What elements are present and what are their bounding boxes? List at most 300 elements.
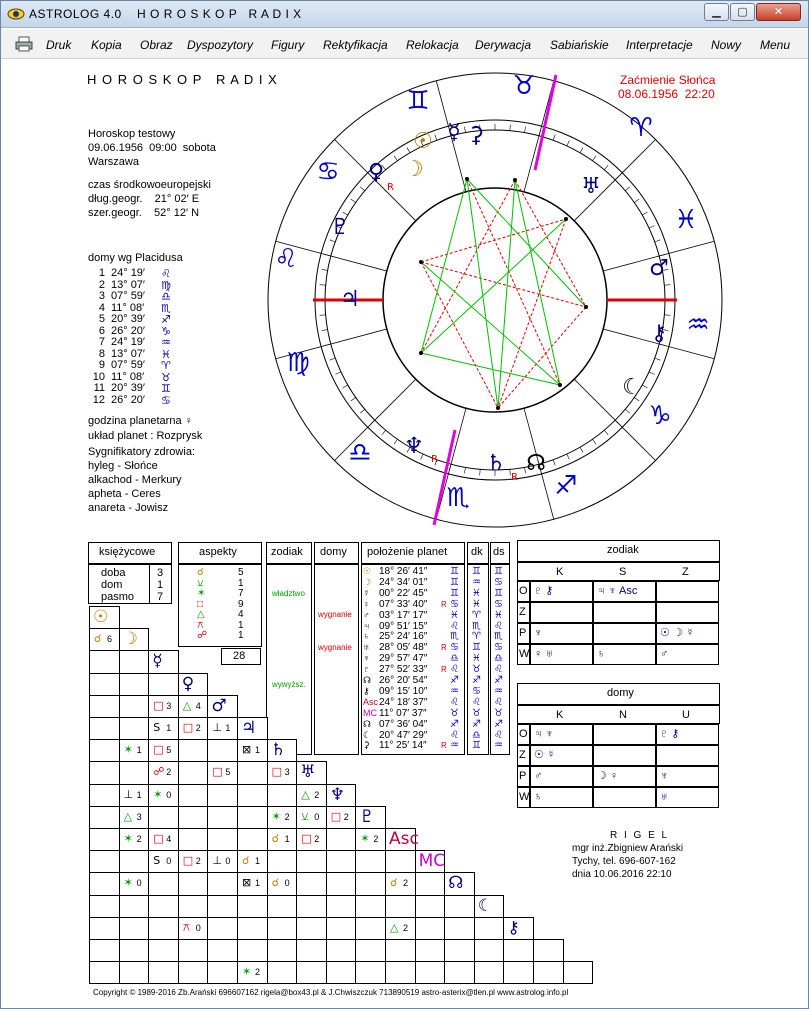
aspect-grid-cell — [296, 872, 327, 895]
aspect-grid-symbol: ☌ — [94, 632, 102, 646]
moon-title: księżycowe — [99, 546, 156, 558]
position-planet: ♅ — [363, 642, 370, 653]
aspect-grid-cell — [207, 961, 238, 984]
position-planet: ☾ — [363, 729, 372, 740]
aspect-grid-cell — [119, 917, 150, 940]
position-dk: ♈ — [472, 631, 481, 643]
aspect-grid-cell — [178, 739, 209, 762]
position-retro: R — [441, 741, 447, 751]
aspect-type-count: 5 — [238, 567, 244, 578]
aspect-grid-planet: MC — [418, 851, 446, 872]
aspect-grid-cell — [267, 939, 298, 962]
house-number: 1 — [98, 267, 105, 279]
planetary-hour: godzina planetarna ♀ — [88, 415, 193, 427]
aspect-grid-cell — [207, 895, 238, 918]
aspect-grid-cell — [355, 850, 386, 873]
house-degree: 13° 07′ — [111, 347, 145, 360]
position-dk: ♊ — [472, 740, 481, 752]
position-ds: ♌ — [494, 729, 503, 741]
aspect-grid-orb: 2 — [314, 789, 320, 800]
aspect-grid-cell — [474, 961, 505, 984]
aspect-grid-symbol: ✶ — [360, 832, 370, 845]
aspect-grid-cell — [89, 695, 120, 718]
menu-dyspozytory[interactable]: Dyspozytory — [187, 38, 254, 52]
aspect-grid-orb: 0 — [166, 789, 172, 800]
aspect-grid-orb: 0 — [136, 878, 142, 889]
aspect-grid-orb: 2 — [195, 856, 201, 867]
house-number: 12 — [92, 393, 105, 406]
aspect-grid-cell — [326, 872, 357, 895]
aspect-grid-orb: 3 — [284, 767, 290, 778]
aspect-grid-symbol: ⊥ — [212, 854, 222, 868]
position-ds: ♎ — [494, 653, 503, 665]
aspect-grid-cell — [355, 895, 386, 918]
houses-elements-cell-value: ♅ — [660, 791, 669, 803]
birth-place: Warszawa — [88, 156, 139, 168]
zodiac-sign-capricorn: ♑ — [648, 401, 672, 431]
position-sign: ♊ — [450, 587, 459, 599]
aspect-grid-orb: 2 — [136, 834, 142, 844]
house-sign: ♓ — [161, 347, 171, 361]
position-ds: ♌ — [494, 664, 503, 676]
houses-elements-col-header: K — [556, 709, 564, 721]
position-ds: ♌ — [494, 696, 503, 708]
aspect-grid-symbol: ☌ — [242, 854, 250, 868]
house-number: 3 — [98, 290, 105, 302]
aspect-grid-symbol: ✶ — [123, 743, 133, 757]
position-dk: ♏ — [472, 620, 481, 632]
position-dk: ♓ — [472, 598, 481, 610]
aspect-grid-orb: 1 — [136, 789, 142, 800]
maximize-button[interactable]: ▢ — [730, 3, 755, 21]
wheel-planet-glyph: ☽ — [404, 157, 424, 182]
zodiac-sign-aries: ♈ — [629, 113, 653, 143]
position-degree: 29° 57′ 47″ — [379, 653, 428, 665]
position-degree: 24° 34′ 01″ — [379, 576, 428, 588]
menu-nowy[interactable]: Nowy — [711, 38, 742, 52]
aspect-grid-cell — [207, 739, 238, 762]
position-dk: ♐ — [472, 675, 481, 686]
aspect-grid-cell — [89, 739, 120, 762]
aspect-grid-cell — [89, 717, 120, 740]
aspect-grid-symbol: □ — [271, 765, 282, 779]
aspect-grid-cell — [237, 784, 268, 807]
aspect-grid-symbol: ⊠ — [242, 876, 252, 890]
aspect-grid-cell — [89, 806, 120, 829]
wheel-planet-glyph: ☾ — [622, 375, 642, 400]
aspect-grid-cell — [148, 806, 179, 829]
aspect-grid-cell — [207, 872, 238, 895]
aspect-grid-orb: 2 — [255, 967, 261, 978]
app-eye-icon — [7, 8, 25, 20]
aspect-grid-cell — [148, 673, 179, 696]
house-sign: ♑ — [161, 324, 171, 338]
aspect-grid-cell — [267, 784, 298, 807]
aspect-type-count: 1 — [238, 630, 244, 641]
position-ds: ♒ — [494, 740, 503, 752]
aspect-grid-cell — [89, 939, 120, 962]
aspect-grid-cell — [89, 650, 120, 673]
aspect-type-count: 1 — [238, 577, 244, 589]
aspect-grid-cell — [237, 939, 268, 962]
aspect-grid-symbol: ☌ — [271, 876, 279, 890]
aspect-grid-orb: 1 — [284, 834, 290, 844]
position-sign: ♒ — [450, 740, 459, 752]
position-retro: R — [441, 599, 447, 609]
aspect-grid-cell — [355, 939, 386, 962]
wheel-planet-glyph: ☿ — [447, 120, 461, 145]
aspect-grid-cell — [119, 939, 150, 962]
window-title: ASTROLOG 4.0 H O R O S K O P R A D I X — [29, 7, 302, 21]
position-planet: ⚷ — [363, 685, 370, 696]
house-degree: 11° 08′ — [111, 370, 145, 383]
person-name: Horoskop testowy — [88, 128, 176, 140]
position-dk: ♊ — [472, 642, 481, 654]
aspect-grid-planet: ☾ — [477, 895, 494, 916]
wheel-planet-glyph: ☉ — [413, 129, 433, 154]
position-ds: ♊ — [494, 587, 503, 599]
houses-elements-cell-value: ♃ ♆ — [534, 728, 554, 740]
house-sign: ♍ — [161, 278, 171, 292]
aspect-grid-orb: 2 — [403, 878, 409, 889]
aspect-grid-symbol: □ — [212, 765, 223, 779]
health-hyleg: hyleg - Słońce — [88, 460, 158, 472]
house-sign: ♈ — [161, 359, 171, 372]
position-degree: 18° 26′ 41″ — [379, 566, 428, 577]
aspect-type-symbol: ☌ — [197, 567, 204, 578]
moon-label: dom — [101, 579, 123, 591]
zodiac-sign-taurus: ♉ — [512, 71, 536, 101]
house-number: 9 — [98, 359, 105, 371]
house-sign: ♋ — [161, 393, 171, 407]
aspect-type-count: 9 — [238, 598, 244, 610]
zodiac-elements-cell-value: ♃ ♆ Asc — [597, 585, 638, 597]
houses-elements-cell-value: ♂ — [534, 770, 543, 782]
aspect-grid-cell — [207, 784, 238, 807]
aspect-type-count: 4 — [238, 609, 244, 620]
latitude: szer.geogr. 52° 12′ N — [88, 207, 200, 219]
horoscope-wheel — [266, 66, 726, 536]
aspect-grid-orb: 1 — [255, 856, 261, 867]
house-sign: ♏ — [161, 301, 171, 315]
aspect-grid-cell — [326, 939, 357, 962]
zodiac-sign-aquarius: ♒ — [686, 310, 710, 340]
position-planet: ☿ — [363, 587, 370, 598]
aspect-grid-orb: 0 — [166, 856, 172, 867]
aspect-grid-cell — [474, 939, 505, 962]
moon-divider — [149, 564, 150, 604]
aspect-grid-orb: 2 — [166, 767, 172, 778]
zodiak-title: zodiak — [271, 546, 303, 558]
houses-elements-title: domy — [607, 687, 634, 699]
aspect-grid-symbol: ✶ — [153, 787, 163, 801]
aspect-grid-symbol: ⊥ — [212, 721, 222, 734]
position-degree: 09° 15′ 10″ — [379, 685, 428, 697]
aspect-grid-symbol: S — [153, 721, 161, 734]
aspect-point — [558, 383, 562, 387]
position-planet: ☊ — [363, 718, 371, 729]
zodiac-elements-col-header: S — [619, 566, 627, 578]
aspect-grid-cell — [444, 939, 475, 962]
dignity-label: władztwo — [272, 589, 305, 598]
house-degree: 13° 07′ — [111, 278, 145, 291]
house-degree: 26° 20′ — [111, 324, 145, 337]
aspect-grid-cell — [207, 806, 238, 829]
position-dk: ♐ — [472, 718, 481, 730]
menu-sabianskie[interactable]: Sabiańskie — [550, 38, 609, 52]
aspect-grid-orb: 0 — [314, 811, 320, 822]
aspect-grid-cell — [296, 961, 327, 984]
menu-obraz[interactable]: Obraz — [140, 38, 173, 52]
aspect-grid-cell — [385, 939, 416, 962]
aspect-grid-cell — [237, 828, 268, 851]
house-number: 4 — [98, 301, 105, 314]
position-planet: ♃ — [363, 620, 370, 631]
position-ds: ♋ — [494, 642, 503, 654]
house-number: 11 — [93, 382, 105, 394]
position-sign: ♌ — [450, 729, 459, 741]
houses-elements-cell — [593, 787, 656, 808]
aspect-grid-symbol: ☌ — [390, 876, 398, 890]
aspect-type-symbol: □ — [197, 598, 204, 610]
position-degree: 11° 07′ 37″ — [379, 707, 427, 719]
aspect-grid-cell — [148, 939, 179, 962]
aspect-grid-orb: 2 — [284, 811, 290, 822]
aspect-grid-cell — [148, 872, 179, 895]
menu-relokacja[interactable]: Relokacja — [406, 38, 459, 52]
houses-elements-row-key: P — [519, 770, 527, 782]
position-degree: 26° 20′ 54″ — [379, 675, 428, 686]
moon-label: doba — [101, 567, 126, 579]
position-sign: ♒ — [450, 685, 459, 697]
aspect-grid-planet: Asc — [389, 829, 419, 849]
house-sign: ♒ — [161, 336, 171, 349]
moon-value: 1 — [157, 579, 164, 591]
position-sign: ♐ — [450, 718, 459, 730]
aspect-grid-cell — [119, 850, 150, 873]
aspect-grid-cell — [148, 917, 179, 940]
position-ds: ♉ — [494, 707, 503, 719]
zodiac-elements-cell-value: ♂ — [660, 648, 669, 660]
position-sign: ♌ — [450, 664, 459, 676]
position-retro: R — [441, 643, 447, 653]
zodiac-sign-scorpio: ♏ — [446, 483, 470, 513]
houses-elements-cell — [593, 745, 656, 766]
aspect-grid-symbol: ☍ — [153, 765, 165, 779]
aspect-grid-cell — [89, 673, 120, 696]
houses-elements-cell-value: ♇ ⚷ — [660, 728, 680, 740]
aspect-grid-cell — [119, 673, 150, 696]
aspect-grid-cell — [178, 939, 209, 962]
longitude: dług.geogr. 21° 02′ E — [88, 193, 200, 205]
aspect-grid-planet: ♇ — [359, 806, 375, 827]
aspect-grid-cell — [178, 895, 209, 918]
menu-figury[interactable]: Figury — [271, 38, 305, 52]
position-planet: ♀ — [363, 598, 370, 609]
aspect-grid-symbol: △ — [390, 920, 399, 934]
retrograde-marker: R — [387, 182, 394, 193]
moon-value: 3 — [157, 567, 164, 579]
position-planet: ☉ — [363, 566, 372, 576]
house-degree: 07° 59′ — [111, 359, 145, 371]
menu-kopia[interactable]: Kopia — [91, 38, 122, 52]
aspect-point — [419, 260, 423, 264]
wheel-planet-glyph: ⚷ — [650, 321, 668, 346]
aspect-grid-planet: ☉ — [93, 607, 109, 627]
aspect-grid-cell — [326, 961, 357, 984]
aspect-grid-cell — [148, 961, 179, 984]
aspect-grid-symbol: ⊥ — [123, 787, 134, 801]
aspect-grid-cell — [326, 850, 357, 873]
title-bar — [1, 1, 808, 28]
zodiac-elements-cell — [530, 602, 593, 623]
minimize-button[interactable]: ▁ — [704, 3, 729, 21]
aspect-grid-cell — [326, 917, 357, 940]
zodiac-elements-cell — [656, 602, 719, 623]
houses-elements-cell-value: ♆ — [660, 770, 669, 782]
position-planet: MC — [363, 707, 377, 718]
aspect-grid-orb: 2 — [195, 723, 201, 733]
position-sign: ♌ — [450, 696, 459, 708]
aspect-type-symbol: ☍ — [197, 630, 208, 641]
house-sign: ♎ — [161, 290, 171, 303]
aspect-grid-cell — [355, 961, 386, 984]
position-dk: ♈ — [472, 609, 481, 621]
aspect-grid-cell — [178, 828, 209, 851]
wheel-planet-glyph: ⚳ — [467, 123, 485, 148]
positions-title: położenie planet — [367, 546, 448, 558]
houses-elements-row-key: Z — [519, 749, 526, 761]
aspect-grid-cell — [267, 850, 298, 873]
wheel-planet-glyph: ♆ — [404, 434, 424, 459]
health-title: Sygnifikatory zdrowia: — [88, 446, 195, 458]
aspect-grid-cell — [119, 650, 150, 673]
aspect-type-symbol: △ — [197, 609, 205, 620]
position-sign: ♏ — [450, 631, 459, 643]
rigel-author: mgr inż.Zbigniew Arański — [572, 843, 684, 854]
aspect-grid-cell — [474, 917, 505, 940]
position-degree: 25° 24′ 16″ — [379, 631, 428, 643]
menu-rektyfikacja[interactable]: Rektyfikacja — [323, 38, 388, 52]
wheel-inner-circle — [383, 188, 607, 412]
aspect-grid-orb: 4 — [166, 834, 172, 844]
position-dk: ♉ — [472, 707, 481, 719]
aspect-grid-cell — [207, 828, 238, 851]
position-sign: ♎ — [450, 653, 459, 665]
aspect-grid-cell — [296, 939, 327, 962]
aspect-grid-cell — [444, 895, 475, 918]
aspect-grid-cell — [89, 872, 120, 895]
aspect-grid-orb: 2 — [343, 811, 349, 822]
dignity-label: wygnanie — [318, 643, 352, 652]
wheel-planet-glyph: ☊ — [526, 451, 546, 476]
aspect-grid-cell — [89, 828, 120, 851]
aspect-grid-cell — [119, 761, 150, 784]
position-degree: 28° 05′ 48″ — [379, 642, 428, 654]
aspect-type-count: 1 — [238, 619, 244, 631]
domy-title: domy — [320, 546, 347, 558]
rigel-tel: Tychy, tel. 696-607-162 — [572, 856, 676, 867]
position-sign: ♓ — [450, 609, 459, 621]
position-retro: R — [441, 665, 447, 675]
close-button[interactable]: ✕ — [756, 3, 801, 21]
aspect-grid-orb: 0 — [225, 856, 231, 867]
zodiac-sign-leo: ♌ — [274, 244, 298, 274]
menu-menu[interactable]: Menu — [760, 38, 791, 52]
aspect-grid-cell — [89, 784, 120, 807]
menu-interpretacje[interactable]: Interpretacje — [626, 38, 693, 52]
position-ds: ♋ — [494, 598, 503, 610]
position-dk: ♋ — [472, 685, 481, 697]
aspect-point — [419, 351, 423, 355]
health-apheta: apheta - Ceres — [88, 488, 161, 500]
aspect-grid-cell — [119, 961, 150, 984]
aspect-grid-planet: ♄ — [270, 740, 286, 761]
zodiac-sign-gemini: ♊ — [406, 86, 430, 116]
aspect-grid-cell — [415, 961, 446, 984]
zodiac-elements-cell-value: ♄ — [597, 648, 606, 660]
health-alkachod: alkachod - Merkury — [88, 474, 182, 486]
aspect-grid-symbol: S — [153, 854, 161, 868]
position-dk: ♎ — [472, 729, 481, 741]
houses-elements-cell-value: ☽ ♀ — [597, 770, 619, 782]
birth-date: 09.06.1956 09:00 sobota — [88, 142, 216, 154]
menu-druk[interactable]: Druk — [46, 38, 72, 52]
aspect-grid-symbol: ⊠ — [242, 743, 252, 757]
aspect-point — [584, 305, 588, 309]
houses-elements-row-key: O — [519, 728, 528, 740]
aspect-grid-cell — [326, 828, 357, 851]
rigel-day: dnia 10.06.2016 22:10 — [572, 869, 672, 880]
menu-bar — [1, 29, 808, 59]
zodiac-elements-cell-value: ♀ ♅ — [534, 648, 554, 660]
zodiac-elements-cell-value: ☉ ☽ ☿ — [660, 627, 695, 639]
zodiac-sign-virgo: ♍ — [286, 348, 310, 378]
aspect-grid-cell — [415, 895, 446, 918]
aspect-grid-cell — [503, 961, 534, 984]
aspect-grid-cell — [178, 872, 209, 895]
house-number: 10 — [92, 370, 105, 383]
aspect-grid-cell — [89, 850, 120, 873]
aspect-grid-symbol: △ — [301, 787, 310, 801]
aspect-grid-cell — [237, 806, 268, 829]
position-sign: ♊ — [450, 566, 459, 577]
position-degree: 00° 22′ 45″ — [379, 587, 428, 599]
aspect-grid-planet: ⚷ — [507, 917, 520, 938]
zodiac-elements-row-key: P — [519, 627, 527, 639]
aspect-grid-cell — [267, 917, 298, 940]
aspect-grid-cell — [119, 895, 150, 918]
aspect-grid-symbol: ✶ — [123, 876, 133, 890]
dignity-label: wywyższ. — [272, 680, 306, 689]
position-planet: ♂ — [363, 609, 370, 620]
position-degree: 09° 51′ 15″ — [379, 620, 428, 632]
menu-derywacja[interactable]: Derywacja — [475, 38, 532, 52]
zodiac-sign-libra: ♎ — [348, 438, 372, 468]
rigel-name: R I G E L — [610, 830, 670, 841]
aspect-grid-orb: 3 — [136, 811, 142, 822]
position-dk: ♓ — [472, 653, 481, 665]
position-degree: 24° 18′ 37″ — [379, 696, 428, 708]
position-planet: ⚳ — [363, 740, 370, 751]
house-sign: ♌ — [161, 267, 171, 280]
position-ds: ♓ — [494, 609, 503, 621]
position-planet: ☊ — [363, 675, 371, 685]
printer-icon[interactable] — [15, 36, 33, 52]
aspect-grid-cell — [296, 850, 327, 873]
position-sign: ♐ — [450, 675, 459, 686]
aspects-title: aspekty — [199, 546, 237, 558]
